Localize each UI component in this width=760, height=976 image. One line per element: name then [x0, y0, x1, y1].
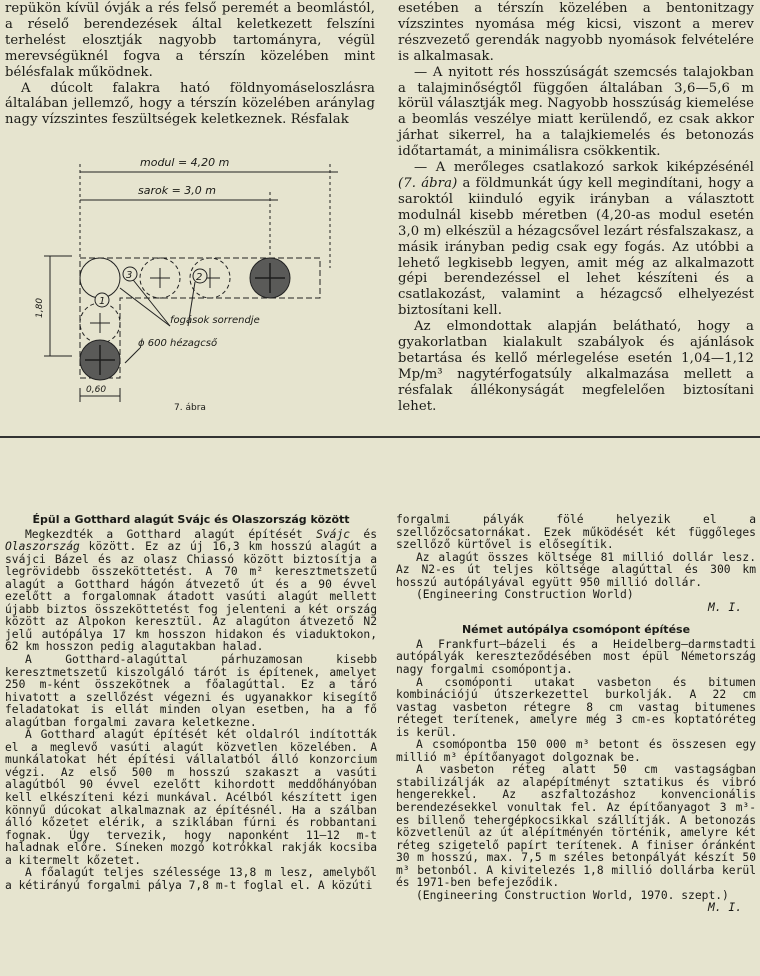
text-run: Megkezdték a Gotthard alagút építését	[25, 527, 317, 541]
text-run: között. Ez az új 16,3 km hosszú alagút a svájci Bázel és az olasz Chiassó között biztosítja a legrövidebb összeköttetést. A 70 m² keresztmetszetű alagút a Gotthard hágón átvezető út és a 90 évvel ezelőtt a forgalomnak átadott vasúti alagút mellett újabb biztos összeköttetést fog jelenteni a két ország között az Alpokon keresztül. Az alagúton átvezető N2 jelű autópálya 17 km hosszon hidakon és viaduktokon, 62 km hosszon pedig alagutakban halad.	[5, 540, 377, 654]
leader-line	[120, 288, 170, 326]
top-left-column	[5, 1, 375, 128]
trench-circle	[80, 258, 120, 298]
sequence-number-1: 1	[99, 296, 106, 307]
article-heading: Német autópálya csomópont építése	[461, 623, 691, 637]
text-run: Svájc	[316, 527, 351, 541]
paragraph: A Gotthard-alagúttal párhuzamosan kisebb keresztmetszetű kiszolgáló tárót is építenek, amelyet 250 m-ként összekötnek a főalagúttal. Ez a táró hivatott a szellőzést végezni és ugyanakkor kisegítő feladatokat is ellát minden olyan esetben, ha a fő alagútban forgalmi zavara keletkezne.	[5, 653, 377, 729]
figure-caption: 7. ábra	[174, 403, 206, 413]
paragraph: A dúcolt falakra ható földnyomáseloszlásra általában jellemző, hogy a térszín közelében aránylag nagy vízszintes feszültségek keletkeznek. Résfalak	[5, 80, 375, 128]
source-citation: (Engineering Construction World, 1970. szept.)	[416, 888, 729, 902]
paragraph: esetében a térszín közelében a bentonitzagy vízszintes nyomása még kicsi, viszont a merev részvezető gerendák nagyobb nyomások felvételére is alkalmasak.	[398, 1, 754, 64]
article-heading: Épül a Gotthard alagút Svájc és Olaszország között	[32, 513, 350, 526]
paragraph: — A nyitott rés hosszúságát szemcsés talajokban a talajminőségtől függően általában 3,6—5,6 m körül választják meg. Nagyobb hosszúság kiemelése a beomlás veszélye miatt kerülendő, ez csak akkor járhat sikerrel, ha a talajkiemelés és betonozás időtartamát, a minimálisra csökkentik.	[398, 64, 754, 160]
width-label: 0,60	[86, 385, 107, 395]
bottom-left-column	[5, 514, 377, 892]
height-label: 1,80	[35, 297, 45, 318]
text-run: — A merőleges csatlakozó sarkok kiképzésénél	[414, 160, 754, 176]
fogasok-label: fogások sorrendje	[170, 315, 260, 326]
author-signature: M. I.	[707, 600, 742, 614]
paragraph	[5, 529, 377, 654]
author-signature: M. I.	[707, 901, 742, 915]
modul-label: modul = 4,20 m	[140, 156, 230, 169]
sequence-number-3: 3	[126, 270, 133, 281]
paragraph: Az alagút összes költsége 81 millió dollár lesz. Az N2-es út teljes költsége alagúttal és 300 km hosszú autópályával együtt 950 millió dollár.	[396, 550, 756, 589]
bottom-right-column	[396, 514, 756, 915]
paragraph: forgalmi pályák fölé helyezik el a szellőzőcsatornákat. Ezek működését két függőleges szellőző kürtővel is elősegítik.	[396, 513, 756, 552]
figure-7-diagram	[20, 148, 370, 418]
paragraph: Az elmondottak alapján belátható, hogy a gyakorlatban kialakult szabályok és ajánlások betartása és kellő mérlegelése esetén 1,04—1,12 Mp/m³ nagytérfogatsúly alkalmazása mellett a résfalak állékonyságát megfelelően biztosítani lehet.	[398, 319, 754, 414]
top-right-column	[398, 1, 754, 415]
text-run: a földmunkát úgy kell megindítani, hogy a saroktól kiinduló egyik irányban a választott modulnál kisebb méretben (4,20-as modul esetén 3,0 m) elkészül a hézagcsővel lezárt résfalszakasz, a másik irányban pedig csak egy fogás. Az utóbbi a lehető legkisebb legyen, amit még az alkalmazott gépi berendezéssel el lehet készíteni és a csatlakozást, valamint a hézagcső elhelyezést biztosítani kell.	[398, 175, 754, 319]
paragraph: A csomópontba 150 000 m³ betont és összesen egy millió m³ építőanyagot dolgoznak be.	[396, 738, 756, 764]
figure-reference: (7. ábra)	[398, 175, 458, 191]
paragraph: A Gotthard alagút építését két oldalról indították el a meglevő vasúti alagút közvetlen közelében. A munkálatokat hét építési vállalatból álló konzorcium végzi. Az első 500 m hosszú szakaszt a vasúti alagútból 90 évvel ezelőtt kihordott meddőhányóban kell elkészíteni kézi munkával. Acélból készített igen könnyű dúcokat alkalmaznak az építésnél. Ha a szálban álló kőzetet elérik, a sziklában fúrni és robbantani fognak. Úgy tervezik, hogy naponként 11—12 m-t haladnak előre. Síneken mozgó kotrókkal rakják kocsiba a kitermelt kőzetet.	[5, 728, 377, 867]
sequence-number-2: 2	[196, 272, 203, 283]
paragraph: repükön kívül óvják a rés felső peremét a beomlástól, a réselő berendezések által keletkezett felszíni terhelést elosztják nagyobb tartományra, végül merevségüknél fogva a térszín közelében mint bélésfalak működnek.	[5, 1, 375, 80]
paragraph: A Frankfurt—bázeli és a Heidelberg—darmstadti autópályák kereszteződésében most épül Németország nagy forgalmi csomópontja.	[396, 637, 756, 677]
sarok-label: sarok = 3,0 m	[138, 184, 217, 197]
text-run: Olaszország	[5, 540, 80, 554]
section-divider	[0, 436, 760, 438]
paragraph: A csomóponti utakat vasbeton és bitumen kombinációjú útszerkezettel burkolják. A 22 cm vastag vasbeton rétegre 8 cm vastag bitumenes réteget terítenek, amelyre még 3 cm-es koptatóréteg is kerül.	[396, 675, 756, 739]
source-citation: (Engineering Construction World)	[416, 588, 634, 602]
slurry-wall-corner-diagram	[20, 148, 370, 418]
paragraph	[398, 160, 754, 319]
paragraph: A vasbeton réteg alatt 50 cm vastagságban stabilizálják az alapépítményt sztatikus és vibró hengerekkel. Az aszfaltozáshoz konvencionális berendezésekkel vonultak fel. Az építőanyagot 3 m³-es billenő tehergépkocsikkal szállítják. A betonozás közvetlenül az út alépítményén történik, amelyre két réteg szigetelő papírt terítenek. A finiser óránként 30 m hosszú, max. 7,5 m széles betonpályát készít 50 m³ betonból. A kivitelezés 1,8 millió dollárba kerül és 1971-ben befejeződik.	[396, 763, 756, 890]
text-run: és	[350, 527, 378, 541]
hezagcso-label: ɸ 600 hézagcső	[138, 338, 218, 349]
paragraph: A főalagút teljes szélessége 13,8 m lesz, amelyből a kétirányú forgalmi pálya 7,8 m-t foglal el. A közúti	[5, 866, 377, 892]
